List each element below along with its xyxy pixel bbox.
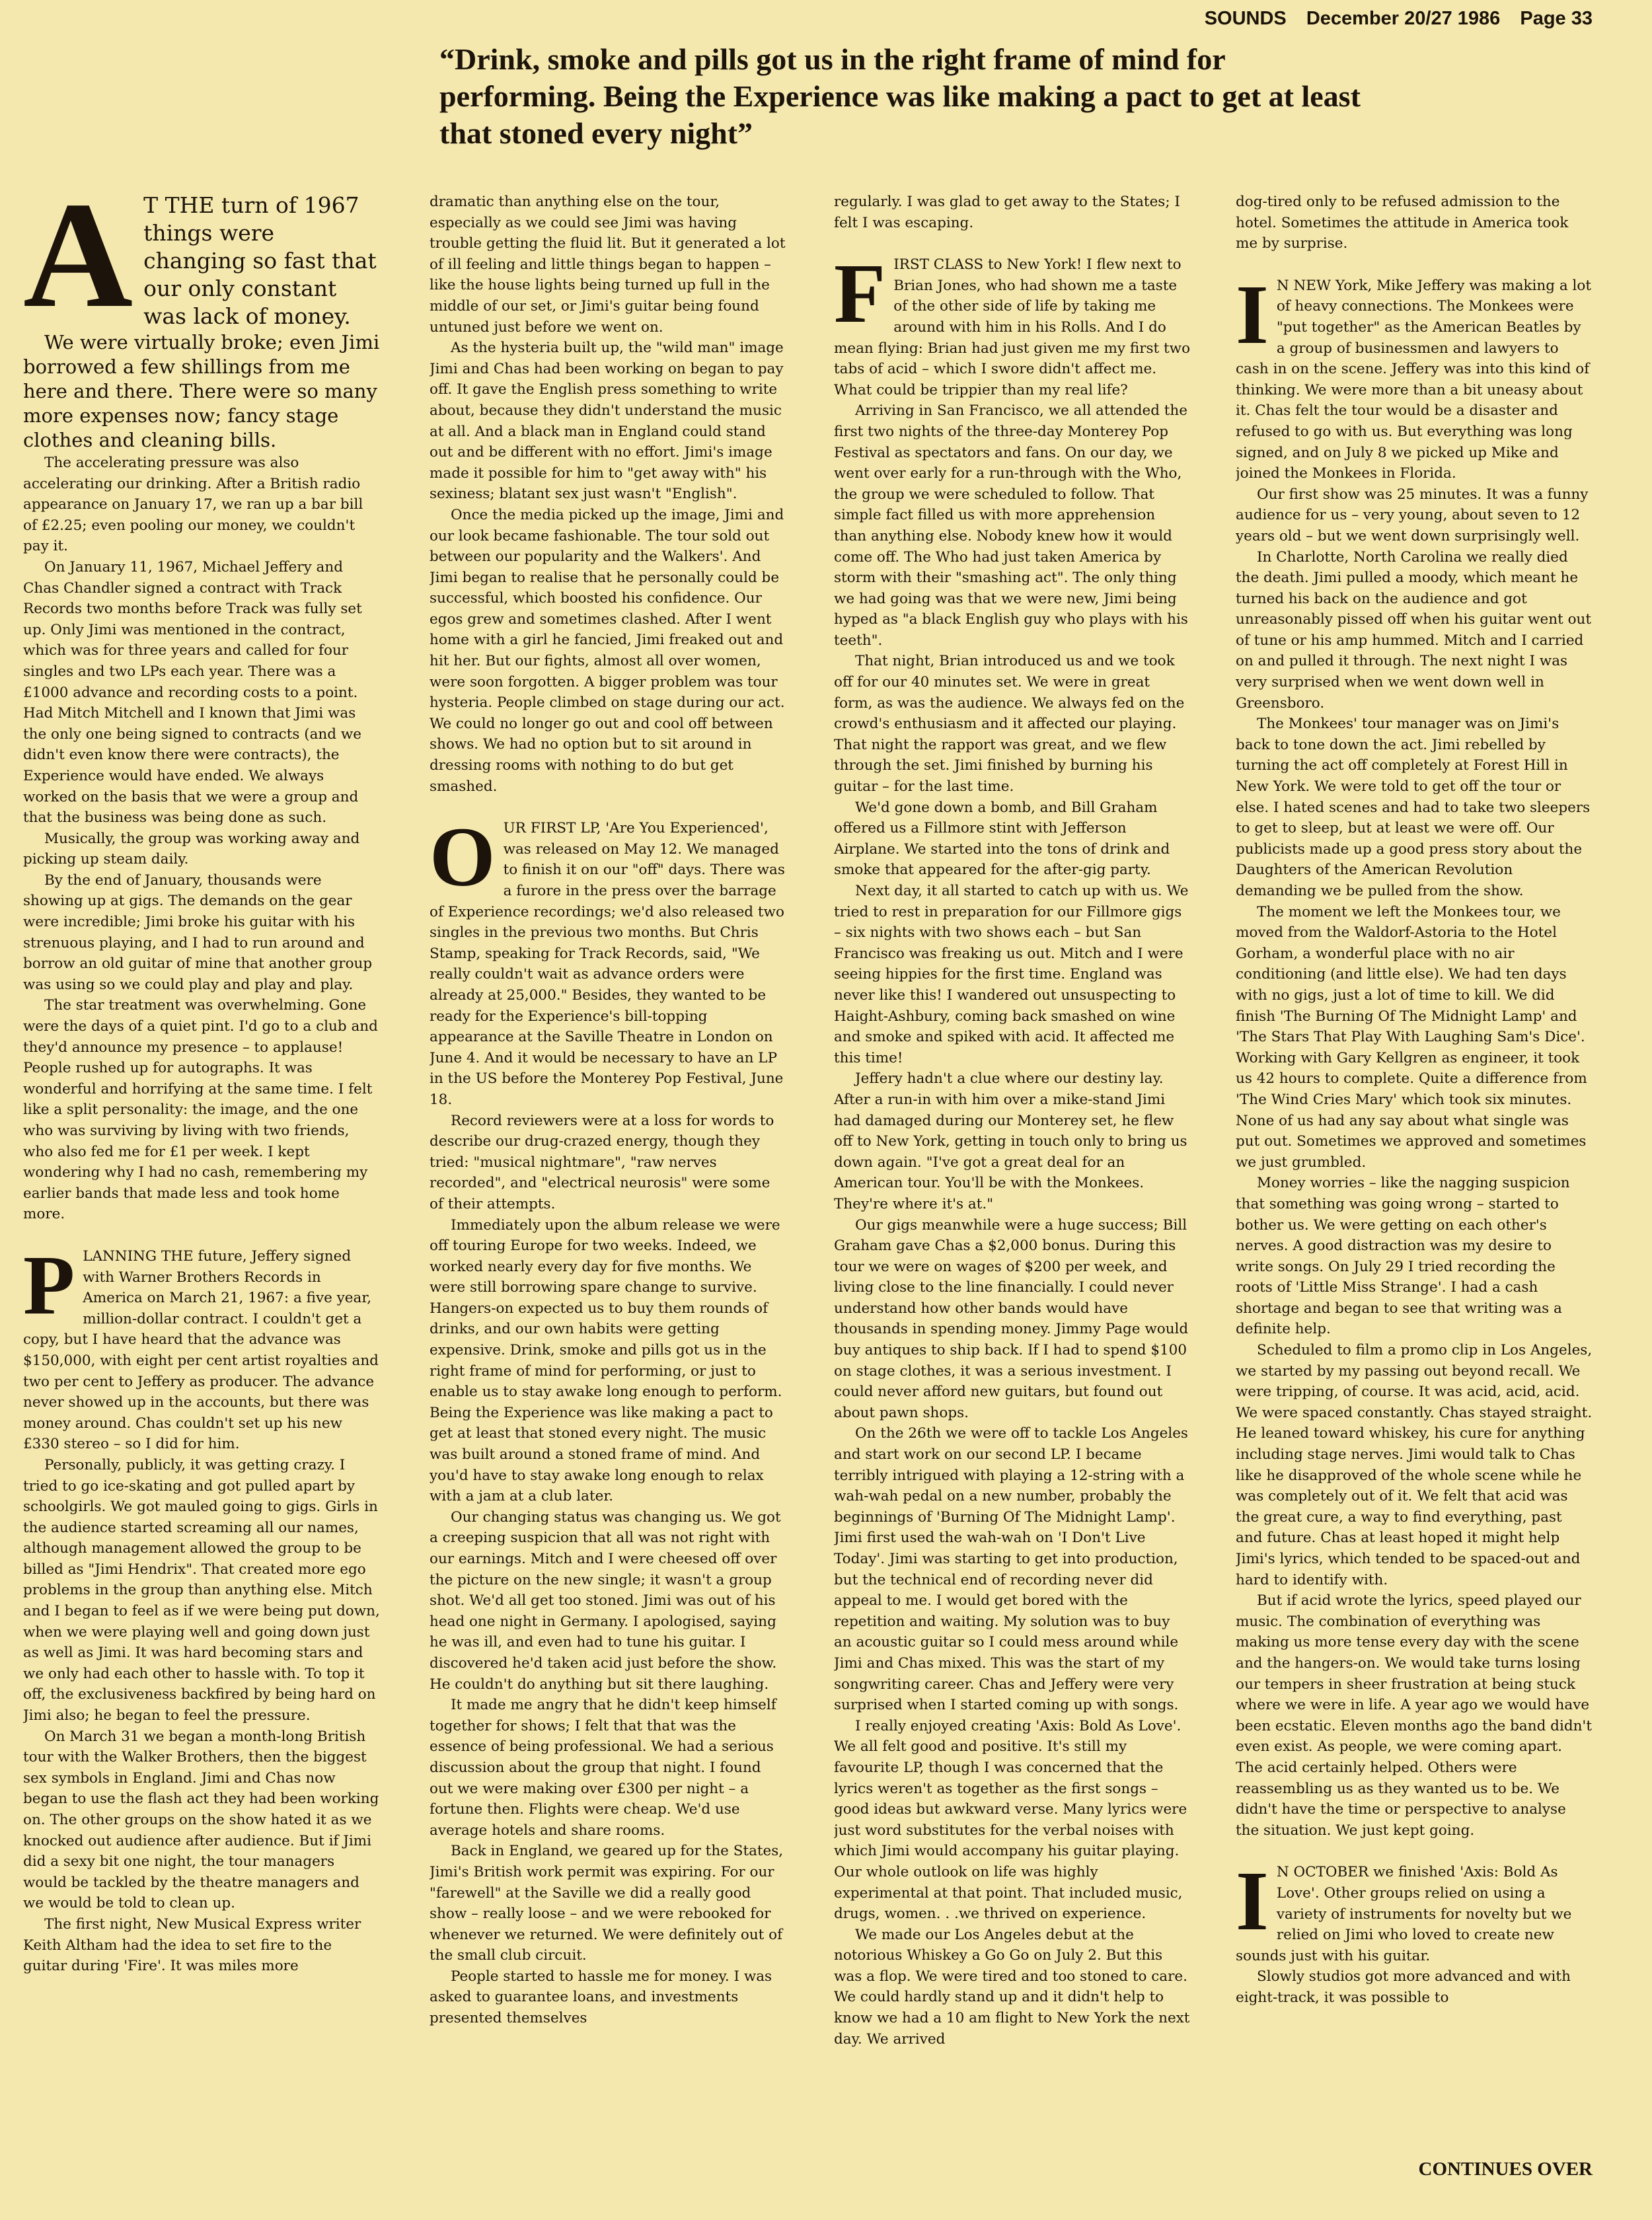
article-paragraph [430,1966,786,2029]
publication-name: SOUNDS [1204,8,1287,29]
article-paragraph [1236,1966,1593,2008]
drop-cap: F [834,246,886,341]
paragraph-text: Back in England, we geared up for the States, Jimi's British work permit was expiring. For our "farewell" at the Saville we did a really good show – really loose – and we were rebooked for whenever we returned. We were definitely out of the small club circuit. [430,1843,784,1964]
article-paragraph [834,1215,1191,1424]
paragraph-text: Our first show was 25 minutes. It was a funny audience for us – very young, about seven to 12 years old – but we went down surprisingly well. [1236,486,1589,544]
article-paragraph [23,829,380,870]
article-paragraph [1236,267,1593,484]
article-paragraph [430,1695,786,1841]
article-paragraph [1236,714,1593,901]
paragraph-text: Slowly studios got more advanced and with eight-track, it was possible to [1236,1968,1571,2006]
paragraph-text: Next day, it all started to catch up with us. We tried to rest in preparation for our Fillmore gigs – six nights with two shows each – but San Francisco was freaking us out. Mitch and I were seeing hippies for the first time. England was never like this! I wandered out unsuspecting to Haight-Ashbury, coming back smashed on wine and smoke and spiked with acid. It affected me this time! [834,883,1189,1066]
article-paragraph [1236,547,1593,714]
drop-cap: I [1236,1854,1269,1948]
article-paragraph [834,192,1191,233]
article-paragraph [1236,902,1593,1173]
article-paragraph [834,881,1191,1068]
article-paragraph [23,192,380,339]
article-paragraph [23,330,380,453]
article-paragraph [23,1455,380,1726]
paragraph-text: By the end of January, thousands were showing up at gigs. The demands on the gear were incredible; Jimi broke his guitar with his strenuous playing, and I had to run around and borrow an old guitar of mine that another group was using so we could play and play and play. [23,871,373,993]
drop-cap: O [430,810,496,905]
paragraph-text: Personally, publicly, it was getting crazy. I tried to go ice-skating and got pulled apart by schoolgirls. We got mauled going to gigs. Girls in the audience started screaming all our names, although management allowed the group to be billed as "Jimi Hendrix". That created more ego problems in the group than anything else. Mitch and I began to feel as if we were being put down, when we were playing well and going down just as well as Jimi. It was hard becoming stars and we only had each other to hassle with. To top it off, the exclusiveness backfired by being hard on Jimi also; he began to feel the pressure. [23,1456,380,1724]
paragraph-text: dog-tired only to be refused admission to the hotel. Sometimes the attitude in America took me by surprise. [1236,194,1569,252]
article-paragraph [430,1111,786,1215]
drop-cap: A [23,192,133,339]
article-column-4 [1236,192,1593,2147]
paragraph-text: regularly. I was glad to get away to the States; I felt I was escaping. [834,194,1180,231]
paragraph-text: Record reviewers were at a loss for words to describe our drug-crazed energy, though they tried: "musical nightmare", "raw nerves recorded", and "electrical neurosis" were some of their attempts. [430,1112,774,1212]
paragraph-text: We were virtually broke; even Jimi borrowed a few shillings from me here and there. There were so many more expenses now; fancy stage clothes and cleaning bills. [23,331,380,451]
paragraph-text: But if acid wrote the lyrics, speed played our music. The combination of everything was making us more tense every day with the scene and the hangers-on. We would take turns losing our tempers in sheer frustration at being stuck where we were in life. A year ago we would have been ecstatic. Eleven months ago the band didn't even exist. As people, we were coming apart. The acid certainly helped. Others were reassembling us as they wanted us to be. We didn't have the time or perspective to analyse the situation. We just kept going. [1236,1592,1592,1839]
page-header [1190,8,1593,30]
paragraph-text: We'd gone down a bomb, and Bill Graham offered us a Fillmore stint with Jefferson Airplane. We started into the tons of drink and smoke that appeared for the after-gig party. [834,799,1170,879]
lead-text: T THE turn of 1967 things were changing so fast that our only constant was lack of money. [143,192,377,329]
issue-date: December 20/27 1986 [1306,8,1501,29]
paragraph-text: I really enjoyed creating 'Axis: Bold As Love'. We all felt good and positive. It's still my favourite LP, though I was concerned that the lyrics weren't as together as the first songs – good ideas but awkward verse. Many lyrics were just word substitutes for the verbal noises with which Jimi would accompany his guitar playing. Our whole outlook on life was highly experimental at that point. That included music, drugs, women. . .we thrived on experience. [834,1717,1187,1923]
article-paragraph [23,453,380,557]
article-paragraph [430,1507,786,1695]
paragraph-text: We made our Los Angeles debut at the notorious Whiskey a Go Go on July 2. But this was a flop. We were tired and too stoned to care. We could hardly stand up and it didn't help to know we had a 10 am flight to New York the next day. We arrived [834,1926,1190,2048]
article-paragraph [23,1726,380,1914]
paragraph-text: Immediately upon the album release we were off touring Europe for two weeks. Indeed, we worked nearly every day for five months. We were still borrowing spare change to survive. Hangers-on expected us to buy them rounds of drinks, and our own habits were getting expensive. Drink, smoke and pills got us in the right frame of mind for performing, or just to enable us to stay awake long enough to perform. Being the Experience was like making a pact to get at least that stoned every night. The music was built around a stoned frame of mind. And you'd have to stay awake long enough to relax with a jam at a club later. [430,1216,782,1505]
paragraph-text: In Charlotte, North Carolina we really died the death. Jimi pulled a moody, which meant he turned his back on the audience and got unreasonably pissed off when his guitar went out of tune or his amp hummed. Mitch and I carried on and pulled it through. The next night I was very surprised when we went down well in Greensboro. [1236,548,1592,712]
article-paragraph [430,1841,786,1966]
paragraph-text: On January 11, 1967, Michael Jeffery and Chas Chandler signed a contract with Track Records two months before Track was fully set up. Only Jimi was mentioned in the contract, which was for three years and called for four singles and two LPs each year. There was a £1000 advance and recording costs to a point. Had Mitch Mitchell and I known that Jimi was the only one being signed to contracts (and we didn't even know there were contracts), the Experience would have ended. We always worked on the basis that we were a group and that the business was being done as such. [23,558,362,827]
article-column-3 [834,192,1191,2147]
paragraph-text: dramatic than anything else on the tour, especially as we could see Jimi was having trouble getting the fluid lit. But it generated a lot of ill feeling and little things began to happen – like the house lights being turned up full in the middle of our set, or Jimi's guitar being found untuned just before we went on. [430,194,786,336]
article-paragraph [1236,192,1593,254]
paragraph-text: The first night, New Musical Express writer Keith Altham had the idea to set fire to the guitar during 'Fire'. It was miles more [23,1915,361,1975]
article-paragraph [430,505,786,797]
article-paragraph [23,557,380,829]
article-paragraph [1236,1590,1593,1841]
article-column-1 [23,192,380,2147]
article-column-2 [430,192,786,2147]
article-paragraph [430,1215,786,1507]
drop-cap: P [23,1238,75,1332]
article-paragraph [834,1925,1191,2050]
article-paragraph [834,246,1191,400]
paragraph-text: IRST CLASS to New York! I flew next to Brian Jones, who had shown me a taste of the other side of life by taking me around with him in his Rolls. And I do mean flying: Brian had just given me my first two tabs of acid – which I swore didn't affect me. What could be trippier than my real life? [834,256,1191,398]
article-paragraph [23,995,380,1225]
paragraph-text: Our changing status was changing us. We got a creeping suspicion that all was not right with our earnings. Mitch and I were cheesed off over the picture on the new single; it wasn't a group shot. We'd all get too stoned. Jimi was out of his head one night in Germany. I apologised, saying he was ill, and even had to tune his guitar. I discovered he'd taken acid just before the show. He couldn't do anything but sit there laughing. [430,1508,781,1693]
paragraph-text: It made me angry that he didn't keep himself together for shows; I felt that that was the essence of being professional. We had a serious discussion about the group that night. I found out we were making over £300 per night – a fortune then. Flights were cheap. We'd use average hotels and share rooms. [430,1697,776,1839]
paragraph-text: UR FIRST LP, 'Are You Experienced', was released on May 12. We managed to finish it on our "off" days. There was a furore in the press over the barrage of Experience recordings; we'd also released two singles in the previous two months. But Chris Stamp, speaking for Track Records, said, "We really couldn't wait as advance orders were already at 25,000." Besides, they wanted to be ready for the Experience's bill-topping appearance at the Saville Theatre in London on June 4. And it would be necessary to have an LP in the US before the Monterey Pop Festival, June 18. [430,820,785,1108]
article-paragraph [834,1068,1191,1214]
paragraph-text: On the 26th we were off to tackle Los Angeles and start work on our second LP. I became terribly intrigued with playing a 12-string with a wah-wah pedal on a new number, probably the beginnings of 'Burning Of The Midnight Lamp'. Jimi first used the wah-wah on 'I Don't Live Today'. Jimi was starting to get into production, but the technical end of recording never did appeal to me. I would get bored with the repetition and waiting. My solution was to buy an acoustic guitar so I could mess around while Jimi and Chas mixed. This was the start of my songwriting career. Chas and Jeffery were very surprised when I started coming up with songs. [834,1425,1188,1714]
article-paragraph [430,192,786,338]
article-paragraph [834,651,1191,797]
paragraph-text: Jeffery hadn't a clue where our destiny lay. After a run-in with him over a mike-stand Jimi had damaged during our Monterey set, he flew off to New York, getting in touch only to bring us down again. "I've got a great deal for an American tour. You'll be with the Monkees. They're where it's at." [834,1070,1187,1212]
article-paragraph [834,1716,1191,1925]
article-paragraph [1236,1854,1593,1966]
paragraph-text: As the hysteria built up, the "wild man" image Jimi and Chas had been working on began to pay off. It gave the English press something to write about, because they didn't understand the music at all. And a black man in England could stand out and be different with no effort. Jimi's image made it possible for him to "get away with" his sexiness; blatant sex just wasn't "English". [430,340,784,503]
paragraph-text: People started to hassle me for money. I was asked to guarantee loans, and investments presented themselves [430,1968,772,2027]
paragraph-text: The Monkees' tour manager was on Jimi's back to tone down the act. Jimi rebelled by turning the act off completely at Forest Hill in New York. We were told to get off the tour or else. I hated scenes and had to take two sleepers to get to sleep, but at least we were off. Our publicists made up a good press story about the Daughters of the American Revolution demanding we be pulled from the show. [1236,716,1591,899]
article-paragraph [430,810,786,1110]
page-number: Page 33 [1520,8,1593,29]
paragraph-text: Scheduled to film a promo clip in Los Angeles, we started by my passing out beyond recall. We were tripping, of course. It was acid, acid, acid. We were spaced constantly. Chas stayed straight. He leaned toward whiskey, his cure for anything including stage nerves. Jimi would talk to Chas like he disapproved of the whole scene while he was completely out of it. We felt that acid was the great cure, a way to find everything, past and future. Chas at least hoped it might help Jimi's lyrics, which tended to be spaced-out and hard to identify with. [1236,1342,1593,1588]
paragraph-text: On March 31 we began a month-long British tour with the Walker Brothers, then the biggest sex symbols in England. Jimi and Chas now began to use the flash act they had been working on. The other groups on the show hated it as we knocked out audience after audience. But if Jimi did a sexy bit one night, the tour managers would be tackled by the theatre managers and we would be told to clean up. [23,1728,379,1912]
paragraph-text: The accelerating pressure was also accelerating our drinking. After a British radio appearance on January 17, we ran up a bar bill of £2.25; even pooling our money, we couldn't pay it. [23,455,363,555]
paragraph-text: The moment we left the Monkees tour, we moved from the Waldorf-Astoria to the Hotel Gorham, a wonderful place with no air conditioning (and little else). We had ten days with no gigs, just a lot of time to kill. We did finish 'The Burning Of The Midnight Lamp' and 'The Stars That Play With Laughing Sam's Dice'. Working with Gary Kellgren as engineer, it took us 42 hours to complete. Quite a difference from 'The Wind Cries Mary' which took six minutes. None of us had any say about what single was put out. Sometimes we approved and sometimes we just grumbled. [1236,903,1587,1171]
paragraph-text: LANNING THE future, Jeffery signed with Warner Brothers Records in America on March 21, 1967: a five year, million-dollar contract. I couldn't get a copy, but I have heard that the advance was $150,000, with eight per cent artist royalties and two per cent to Jeffery as producer. The advance never showed up in the accounts, but there was money around. Chas couldn't set up his new £330 stereo – so I did for him. [23,1247,379,1453]
article-paragraph [834,1423,1191,1715]
paragraph-text: Our gigs meanwhile were a huge success; Bill Graham gave Chas a $2,000 bonus. During this tour we were on wages of $200 per week, and living close to the line financially. I could never understand how other bands would have thousands in spending money. Jimmy Page would buy antiques to ship back. If I had to spend $100 on stage clothes, it was a serious investment. I could never afford new guitars, but found out about pawn shops. [834,1216,1189,1421]
article-paragraph [834,400,1191,651]
article-paragraph [23,870,380,996]
paragraph-text: The star treatment was overwhelming. Gone were the days of a quiet pint. I'd go to a club and they'd announce my presence – to applause! People rushed up for autographs. It was wonderful and horrifying at the same time. I felt like a split personality: the image, and the one who was surviving by living with two friends, who also fed me for £1 per week. I kept wondering why I had no cash, remembering my earlier bands that made less and took home more. [23,997,378,1223]
continues-label: CONTINUES OVER [1418,2159,1593,2180]
article-paragraph [430,338,786,505]
paragraph-text: Once the media picked up the image, Jimi and our look became fashionable. The tour sold out between our popularity and the Walkers'. And Jimi began to realise that he personally could be successful, which boosted his confidence. Our egos grew and sometimes clashed. After I went home with a girl he fancied, Jimi freaked out and hit her. But our fights, almost all over women, were soon forgotten. A bigger problem was tour hysteria. People climbed on stage during our act. We could no longer go out and cool off between shows. We had no option but to sit around in dressing rooms with nothing to do but get smashed. [430,506,785,795]
paragraph-text: N NEW York, Mike Jeffery was making a lot of heavy connections. The Monkees were "put together" as the American Beatles by a group of businessmen and lawyers to cash in on the scene. Jeffery was into this kind of thinking. We were more than a bit uneasy about it. Chas felt the tour would be a disaster and refused to go with us. But everything was long signed, and on July 8 we picked up Mike and joined the Monkees in Florida. [1236,277,1591,482]
pull-quote: “Drink, smoke and pills got us in the right frame of mind for performing. Being the Experience was like making a pact to get at least that stoned every night” [439,42,1361,150]
article-paragraph [834,797,1191,881]
paragraph-text: N OCTOBER we finished 'Axis: Bold As Love'. Other groups relied on using a variety of instruments for novelty but we relied on Jimi who loved to create new sounds just with his guitar. [1236,1864,1572,1964]
article-paragraph [1236,484,1593,547]
article-paragraph [1236,1173,1593,1340]
paragraph-text: That night, Brian introduced us and we took off for our 40 minutes set. We were in great form, as was the audience. We always fed on the crowd's enthusiasm and it affected our playing. That night the rapport was great, and we flew through the set. Jimi finished by burning his guitar – for the last time. [834,653,1185,796]
paragraph-text: Arriving in San Francisco, we all attended the first two nights of the three-day Monterey Pop Festival as spectators and fans. On our day, we went over early for a run-through with the Who, the group we were scheduled to follow. That simple fact filled us with more apprehension than anything else. Nobody knew how it would come off. The Who had just taken America by storm with their "smashing act". The only thing we had going was that we were new, Jimi being hyped as "a black English guy who plays with his teeth". [834,402,1188,649]
paragraph-text: Musically, the group was working away and picking up steam daily. [23,830,360,868]
paragraph-text: Money worries – like the nagging suspicion that something was going wrong – started to bother us. We were getting on each other's nerves. A good distraction was my desire to write songs. On July 29 I tried recording the roots of 'Little Miss Strange'. I had a cash shortage and began to see that writing was a definite help. [1236,1175,1570,1338]
article-paragraph [23,1238,380,1455]
article-paragraph [1236,1340,1593,1590]
drop-cap: I [1236,267,1269,361]
article-paragraph [23,1914,380,1977]
